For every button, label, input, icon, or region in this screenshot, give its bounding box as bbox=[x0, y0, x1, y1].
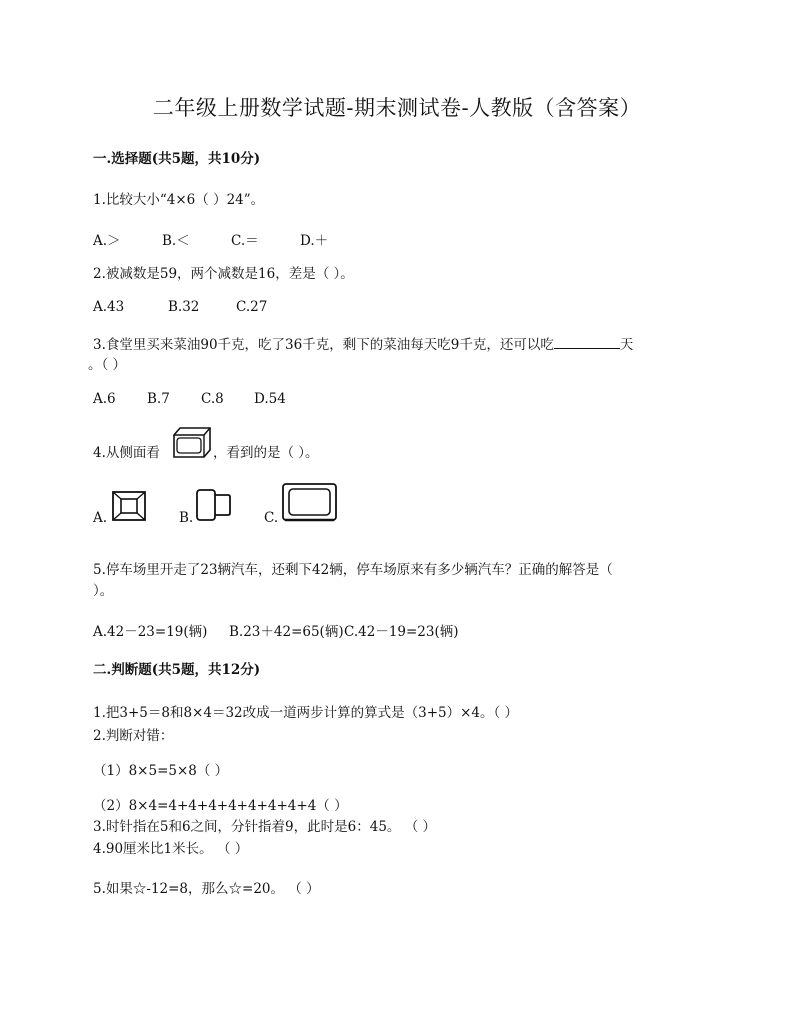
q3-option-d: D.54 bbox=[254, 391, 286, 407]
q3-option-b: B.7 bbox=[147, 391, 170, 407]
page-title: 二年级上册数学试题-期末测试卷-人教版（含答案） bbox=[152, 96, 642, 120]
judge-item-3: 3.时针指在5和6之间，分针指着9，此时是6：45。 （ ） bbox=[93, 819, 436, 835]
q4-option-b: B. bbox=[179, 510, 194, 526]
judge-item-4: 4.90厘米比1米长。 （ ） bbox=[93, 841, 249, 857]
q5-option-b: B.23＋42=65(辆) bbox=[229, 624, 344, 640]
question-4-stem: 4.从侧面看 bbox=[93, 445, 160, 461]
q3-option-a: A.6 bbox=[93, 391, 116, 407]
q3-option-c: C.8 bbox=[201, 391, 224, 407]
section-heading-judge: 二.判断题(共5题，共12分) bbox=[93, 662, 261, 678]
question-2-stem: 2.被减数是59，两个减数是16，差是（ ）。 bbox=[93, 266, 354, 282]
q2-option-a: A.43 bbox=[93, 299, 125, 315]
q3-stem-text: 3.食堂里买来菜油90千克，吃了36千克，剩下的菜油每天吃9千克，还可以吃 bbox=[93, 337, 554, 353]
judge-item-5: 5.如果☆-12=8，那么☆=20。 （ ） bbox=[93, 881, 320, 897]
q4-option-c-figure bbox=[281, 482, 339, 524]
q4-option-a-figure bbox=[111, 490, 147, 522]
q2-option-b: B.32 bbox=[168, 299, 200, 315]
q1-option-c: C.＝ bbox=[231, 233, 259, 249]
q4-option-b-figure bbox=[195, 487, 233, 523]
section-heading-choice: 一.选择题(共5题，共10分) bbox=[93, 151, 261, 167]
judge-item-2-part-1: （1）8×5=5×8（ ） bbox=[93, 763, 229, 779]
q2-option-c: C.27 bbox=[236, 299, 268, 315]
judge-item-2-part-2: （2）8×4=4+4+4+4+4+4+4+4（ ） bbox=[93, 798, 348, 814]
q4-option-a: A. bbox=[93, 510, 108, 526]
judge-item-1: 1.把3+5＝8和8×4＝32改成一道两步计算的算式是（3+5）×4。（ ） bbox=[93, 705, 519, 721]
q5-option-a: A.42－23=19(辆) bbox=[93, 624, 208, 640]
tv-box-figure bbox=[170, 425, 214, 461]
question-4-stem-end: ，看到的是（ ）。 bbox=[213, 445, 319, 461]
question-1-stem: 1.比较大小“4×6（ ）24”。 bbox=[93, 192, 265, 208]
judge-item-2: 2.判断对错： bbox=[93, 728, 174, 744]
q3-stem-continued: 。（ ） bbox=[88, 357, 127, 373]
q1-option-d: D.＋ bbox=[300, 233, 329, 249]
question-5-stem-continued: ）。 bbox=[93, 583, 114, 599]
question-5-stem: 5.停车场里开走了23辆汽车，还剩下42辆，停车场原来有多少辆汽车？正确的解答是（ bbox=[93, 562, 613, 578]
question-3-stem bbox=[93, 334, 633, 354]
q1-option-b: B.＜ bbox=[162, 233, 190, 249]
q3-stem-unit: 天 bbox=[619, 337, 634, 353]
q3-answer-blank bbox=[554, 334, 620, 349]
q5-option-c: C.42－19=23(辆) bbox=[344, 624, 459, 640]
q1-option-a: A.＞ bbox=[93, 233, 121, 249]
q4-option-c: C. bbox=[264, 510, 279, 526]
